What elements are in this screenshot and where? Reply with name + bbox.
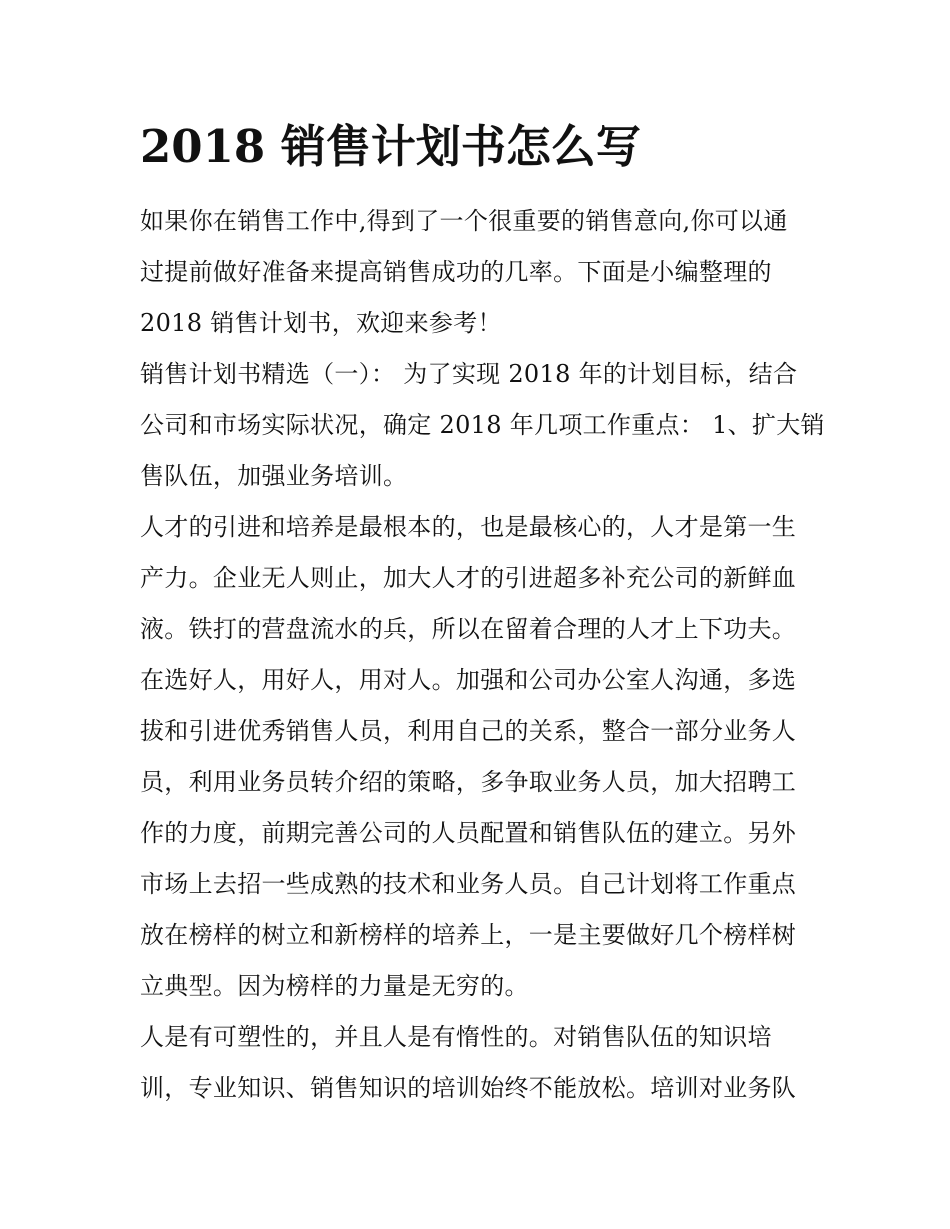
page-title: 2018 销售计划书怎么写 — [140, 120, 641, 173]
text-line: 液。铁打的营盘流水的兵，所以在留着合理的人才上下功夫。 — [140, 615, 797, 643]
text-line: 拔和引进优秀销售人员，利用自己的关系，整合一部分业务人 — [140, 717, 797, 745]
paragraph-selection-one — [140, 349, 825, 502]
paragraph-training — [140, 1012, 820, 1114]
document-body — [140, 196, 825, 1114]
text-line: 公司和市场实际状况，确定 2018 年几项工作重点： 1、扩大销 — [140, 411, 825, 439]
text-line: 在选好人，用好人，用对人。加强和公司办公室人沟通，多选 — [140, 666, 797, 694]
paragraph-intro — [140, 196, 820, 349]
text-line: 过提前做好准备来提高销售成功的几率。下面是小编整理的 — [140, 258, 772, 286]
text-line: 训，专业知识、销售知识的培训始终不能放松。培训对业务队 — [140, 1074, 797, 1102]
text-line: 如果你在销售工作中,得到了一个很重要的销售意向,你可以通 — [140, 207, 788, 235]
text-line: 人才的引进和培养是最根本的，也是最核心的，人才是第一生 — [140, 513, 797, 541]
text-line: 放在榜样的树立和新榜样的培养上，一是主要做好几个榜样树 — [140, 921, 797, 949]
paragraph-talent — [140, 502, 820, 1012]
text-line: 销售计划书精选（一）： 为了实现 2018 年的计划目标，结合 — [140, 360, 798, 388]
text-line: 2018 销售计划书，欢迎来参考！ — [140, 309, 502, 337]
text-line: 员，利用业务员转介绍的策略，多争取业务人员，加大招聘工 — [140, 768, 797, 796]
text-line: 作的力度，前期完善公司的人员配置和销售队伍的建立。另外 — [140, 819, 797, 847]
text-line: 产力。企业无人则止，加大人才的引进超多补充公司的新鲜血 — [140, 564, 797, 592]
text-line: 售队伍，加强业务培训。 — [140, 462, 408, 490]
text-line: 人是有可塑性的，并且人是有惰性的。对销售队伍的知识培 — [140, 1023, 772, 1051]
text-line: 立典型。因为榜样的力量是无穷的。 — [140, 972, 529, 1000]
text-line: 市场上去招一些成熟的技术和业务人员。自己计划将工作重点 — [140, 870, 797, 898]
